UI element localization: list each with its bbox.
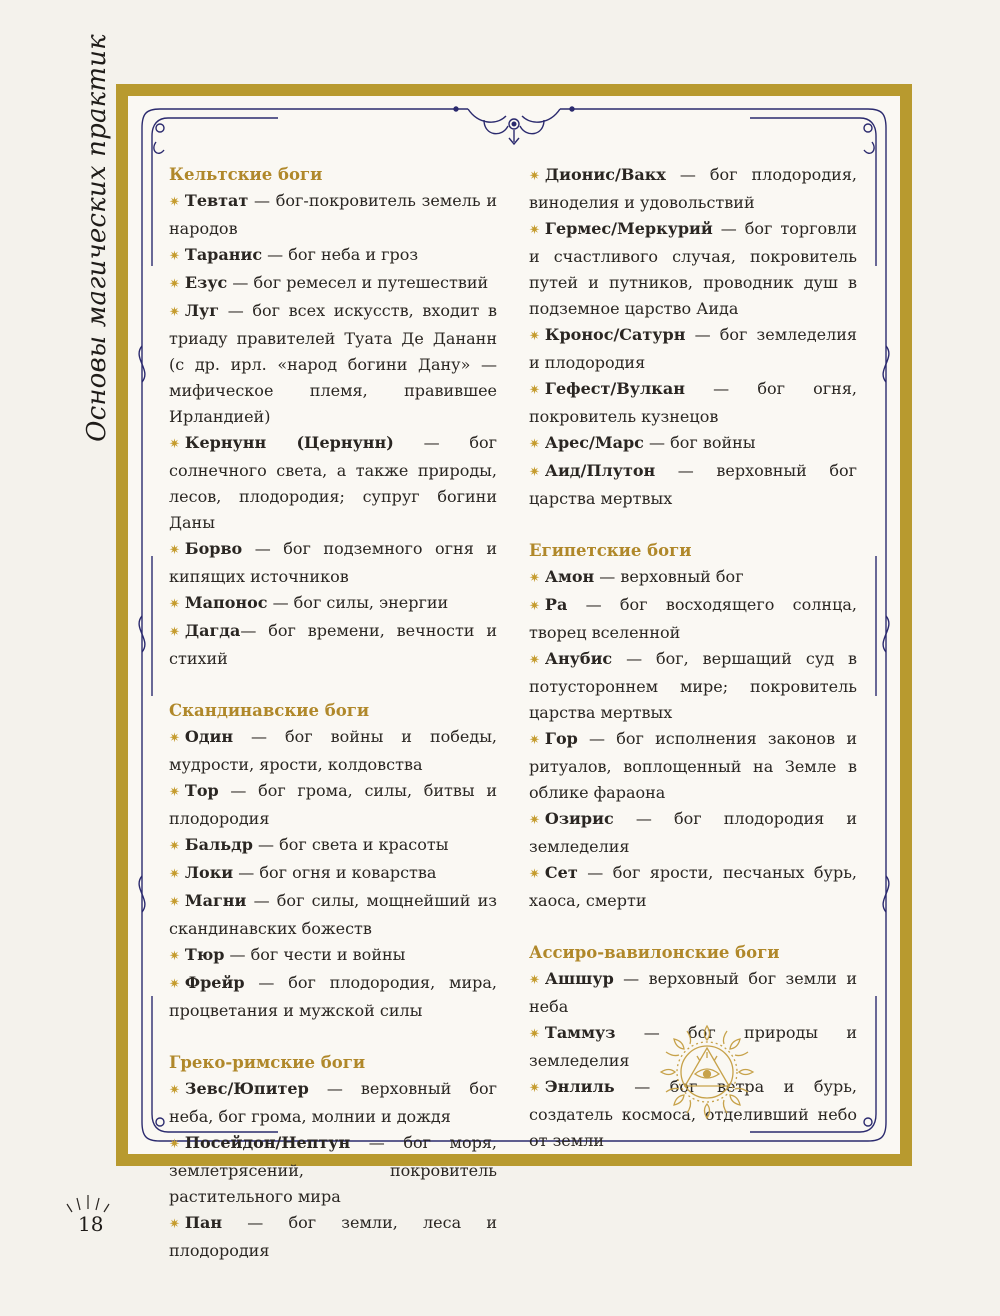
deity-entry: ✷ Ра — бог восходящего солнца, творец вселенной	[529, 595, 858, 642]
deity-entry: ✷ Гефест/Вулкан — бог огня, покровитель кузнецов	[529, 379, 858, 426]
asterism-icon: ✷	[529, 571, 540, 586]
corner-flourish-top-right	[860, 109, 886, 153]
deity-entry: ✷ Тевтат — бог-покровитель земель и народов	[169, 191, 497, 238]
deity-entry: ✷ Тор — бог грома, силы, битвы и плодородия	[169, 781, 498, 828]
section-title: Кельтские боги	[169, 165, 323, 184]
corner-flourish-top-left	[142, 109, 168, 153]
asterism-icon: ✷	[169, 305, 180, 320]
deity-entry: ✷ Борво — бог подземного огня и кипящих источников	[169, 539, 497, 586]
deity-entry: ✷ Дионис/Вакх — бог плодородия, виноделия и удовольствий	[529, 165, 858, 212]
section-title: Ассиро-вавилонские боги	[529, 943, 780, 962]
asterism-icon: ✷	[529, 733, 540, 748]
deity-entry: ✷ Пан — бог земли, леса и плодородия	[169, 1213, 497, 1260]
section-title: Египетские боги	[529, 541, 692, 560]
asterism-icon: ✷	[529, 223, 540, 238]
asterism-icon: ✷	[169, 839, 180, 854]
section-greco-roman	[169, 1050, 497, 1264]
page-number-text: 18	[78, 1212, 104, 1236]
deity-entry: ✷ Посейдон/Нептун — бог моря, землетрясений, покровитель растительного мира	[169, 1133, 498, 1206]
asterism-icon: ✷	[529, 813, 540, 828]
top-center-flourish	[454, 107, 574, 144]
asterism-icon: ✷	[529, 383, 540, 398]
gold-frame	[116, 84, 912, 1260]
asterism-icon: ✷	[169, 867, 180, 882]
asterism-icon: ✷	[169, 437, 180, 452]
asterism-icon: ✷	[169, 1137, 180, 1152]
page-number	[64, 1192, 124, 1252]
deity-entry: ✷ Мапонос — бог силы, энергии	[169, 593, 449, 612]
deity-entry: ✷ Гор — бог исполнения законов и ритуалов, воплощенный на Земле в облике фараона	[529, 729, 858, 802]
deity-entry: ✷ Озирис — бог плодородия и земледелия	[529, 809, 857, 856]
deity-entry: ✷ Езус — бог ремесел и путешествий	[169, 273, 489, 292]
asterism-icon: ✷	[169, 543, 180, 558]
asterism-icon: ✷	[169, 949, 180, 964]
deity-entry: ✷ Амон — верховный бог	[529, 567, 744, 586]
deity-entry: ✷ Кернунн (Цернунн) — бог солнечного света, а также природы, лесов, плодородия; супруг богини Даны	[169, 433, 498, 532]
asterism-icon: ✷	[529, 169, 540, 184]
deity-entry: ✷ Кронос/Сатурн — бог земледелия и плодородия	[529, 325, 858, 372]
eye-of-providence-icon	[657, 1022, 757, 1122]
asterism-icon: ✷	[169, 731, 180, 746]
section-egyptian	[529, 538, 857, 914]
deity-entry: ✷ Луг — бог всех искусств, входит в триаду правителей Туата Де Дананн (с др. ирл. «народ богини Дану» — мифическое племя, правившее Ирландией)	[169, 301, 497, 426]
asterism-icon: ✷	[529, 599, 540, 614]
deity-entry: ✷ Ашшур — верховный бог земли и неба	[529, 969, 858, 1016]
asterism-icon: ✷	[529, 1027, 540, 1042]
asterism-icon: ✷	[169, 895, 180, 910]
asterism-icon: ✷	[529, 867, 540, 882]
asterism-icon: ✷	[529, 973, 540, 988]
deity-entry: ✷ Арес/Марс — бог войны	[529, 433, 756, 452]
asterism-icon: ✷	[529, 329, 540, 344]
deity-entry: ✷ Таммуз — бог природы и земледелия	[529, 1023, 857, 1070]
asterism-icon: ✷	[169, 597, 180, 612]
asterism-icon: ✷	[169, 785, 180, 800]
deity-entry: ✷ Магни — бог силы, мощнейший из скандинавских божеств	[169, 891, 498, 938]
deity-entry: ✷ Гермес/Меркурий — бог торговли и счастливого случая, покровитель путей и путников, проводник душ в подземное царство Аида	[529, 219, 858, 318]
asterism-icon: ✷	[169, 277, 180, 292]
deity-entry: ✷ Энлиль — бог ветра и бурь, создатель космоса, отделивший небо от земли	[529, 1077, 857, 1150]
left-column	[169, 162, 497, 1264]
deity-entry: ✷ Бальдр — бог света и красоты	[169, 835, 449, 854]
deity-entry: ✷ Зевс/Юпитер — верховный бог неба, бог грома, молнии и дождя	[169, 1079, 497, 1126]
deity-entry: ✷ Тюр — бог чести и войны	[169, 945, 406, 964]
asterism-icon: ✷	[529, 653, 540, 668]
asterism-icon: ✷	[169, 1217, 180, 1232]
section-title: Скандинавские боги	[169, 701, 370, 720]
asterism-icon: ✷	[169, 1083, 180, 1098]
asterism-icon: ✷	[529, 1081, 540, 1096]
section-celtic	[169, 162, 497, 672]
corner-flourish-bottom-left	[142, 1114, 168, 1141]
right-column	[529, 162, 857, 1154]
section-title: Греко-римские боги	[169, 1053, 366, 1072]
asterism-icon: ✷	[169, 195, 180, 210]
corner-flourish-bottom-right	[860, 1114, 886, 1141]
deity-entry: ✷ Анубис — бог, вершащий суд в потустороннем мире; покровитель царства мертвых	[529, 649, 858, 722]
asterism-icon: ✷	[529, 437, 540, 452]
deity-entry: ✷ Фрейр — бог плодородия, мира, процветания и мужской силы	[169, 973, 497, 1020]
deity-entry: ✷ Сет — бог ярости, песчаных бурь, хаоса, смерти	[529, 863, 858, 910]
asterism-icon: ✷	[169, 977, 180, 992]
section-scandinavian	[169, 698, 497, 1024]
section-greco-roman-continued	[529, 162, 857, 512]
asterism-icon: ✷	[169, 249, 180, 264]
deity-entry: ✷ Локи — бог огня и коварства	[169, 863, 437, 882]
deity-entry: ✷ Один — бог войны и победы, мудрости, ярости, колдовства	[169, 727, 498, 774]
asterism-icon: ✷	[529, 465, 540, 480]
deity-entry: ✷ Дагда— бог времени, вечности и стихий	[169, 621, 497, 668]
content-page	[128, 96, 900, 1260]
asterism-icon: ✷	[169, 625, 180, 640]
deity-entry: ✷ Таранис — бог неба и гроз	[169, 245, 419, 264]
running-title-text: Основы магических практик	[82, 34, 112, 442]
deity-entry: ✷ Аид/Плутон — верховный бог царства мертвых	[529, 461, 858, 508]
